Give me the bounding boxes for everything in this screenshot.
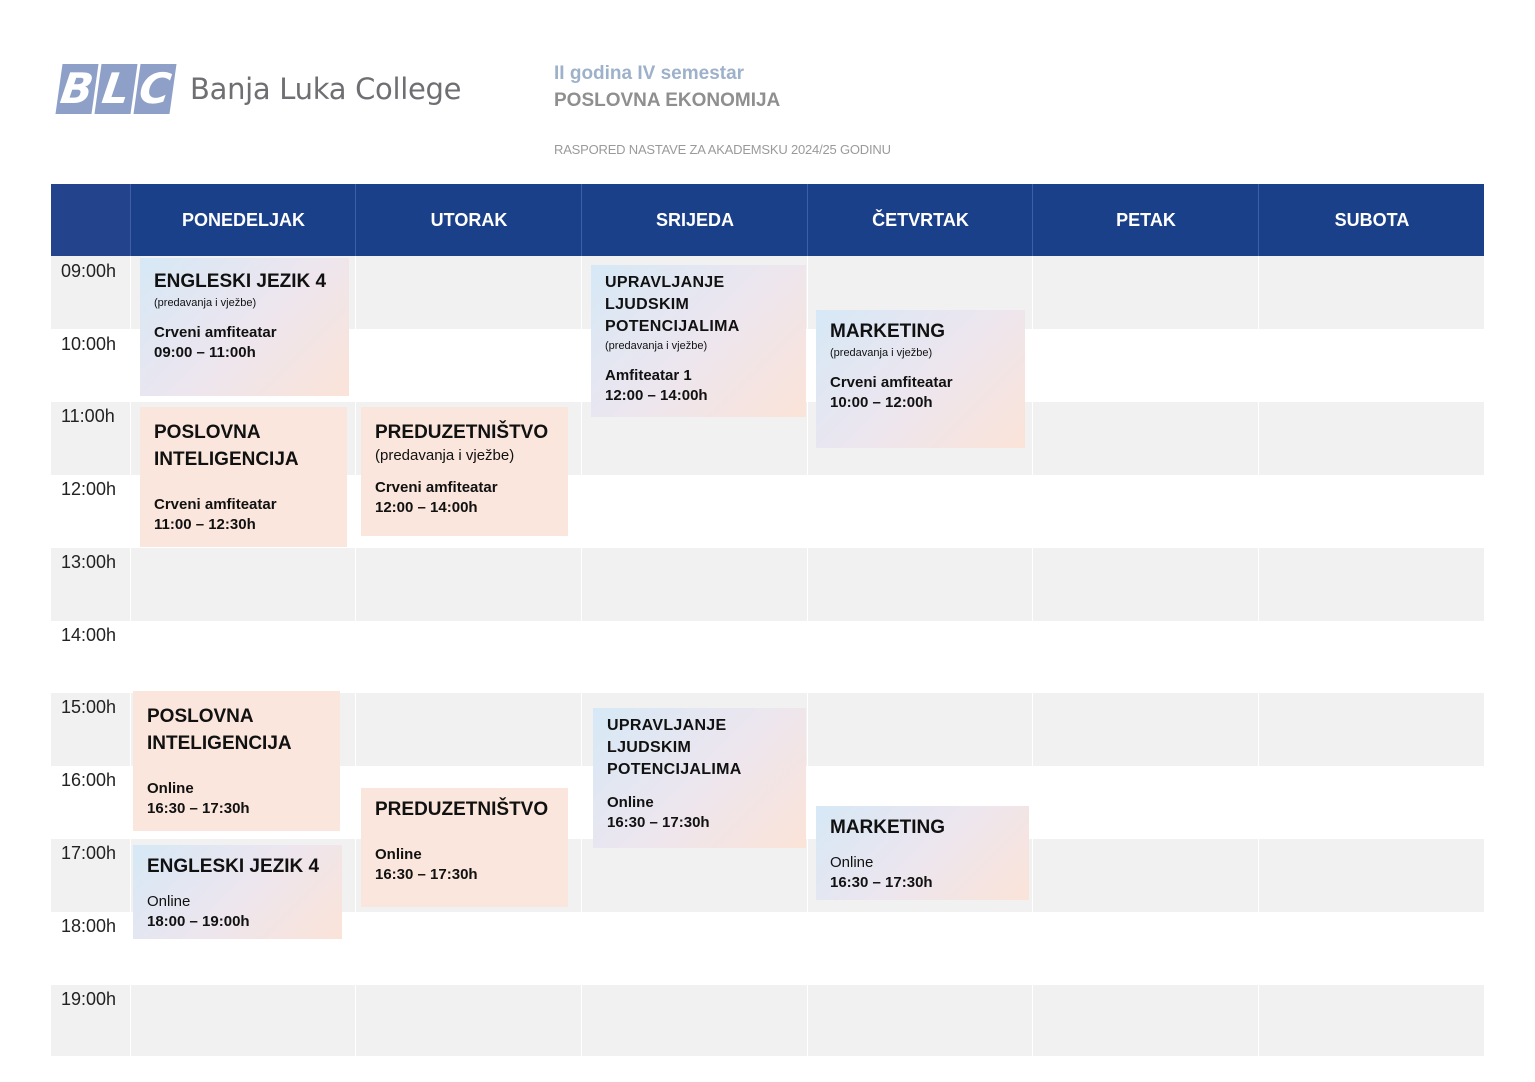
program-title: POSLOVNA EKONOMIJA	[554, 90, 781, 111]
event-time: 09:00 – 11:00h	[154, 344, 256, 361]
event-time: 16:30 – 17:30h	[830, 874, 933, 891]
event-location: Online	[147, 780, 194, 797]
event-title: POSLOVNA INTELIGENCIJA	[154, 422, 299, 470]
day-header-wednesday: SRIJEDA	[581, 184, 808, 256]
event-time: 12:00 – 14:00h	[375, 499, 478, 516]
event-time: 16:30 – 17:30h	[375, 866, 478, 883]
event-title: PREDUZETNIŠTVO	[375, 799, 549, 820]
event-title: MARKETING	[830, 321, 946, 342]
time-label: 16:00h	[61, 770, 117, 790]
row-band	[51, 548, 1484, 621]
column-divider	[807, 256, 808, 1056]
event-time: 10:00 – 12:00h	[830, 394, 933, 411]
row-band	[51, 985, 1484, 1056]
event-card-preduzetnistvo-online[interactable]	[361, 788, 568, 907]
time-label: 19:00h	[61, 989, 117, 1009]
time-label: 17:00h	[61, 843, 117, 863]
event-location: Online	[147, 893, 191, 910]
logo-letter-c: C	[133, 64, 176, 114]
day-header-row	[51, 184, 1484, 256]
row-band	[51, 620, 1484, 693]
column-divider	[581, 256, 582, 1056]
event-title: UPRAVLJANJE LJUDSKIM POTENCIJALIMA	[607, 717, 742, 778]
column-divider	[1032, 256, 1033, 1056]
event-card-upravljanje-ljudskim-potencijalima[interactable]	[591, 265, 806, 417]
event-title: MARKETING	[830, 817, 946, 838]
column-divider	[1258, 256, 1259, 1056]
college-logo	[59, 64, 461, 114]
semester-title: II godina IV semestar	[554, 63, 745, 84]
day-header-tuesday: UTORAK	[355, 184, 582, 256]
event-time: 18:00 – 19:00h	[147, 913, 250, 930]
event-card-poslovna-inteligencija[interactable]	[140, 407, 347, 547]
column-divider	[355, 256, 356, 1056]
time-label: 14:00h	[61, 625, 117, 645]
time-label: 13:00h	[61, 552, 117, 572]
event-title: ENGLESKI JEZIK 4	[147, 856, 320, 877]
schedule-subtitle: RASPORED NASTAVE ZA AKADEMSKU 2024/25 GODINU	[554, 142, 891, 157]
event-note: (predavanja i vježbe)	[375, 447, 515, 464]
day-header-saturday: SUBOTA	[1258, 184, 1485, 256]
time-label: 11:00h	[61, 406, 115, 426]
time-label: 12:00h	[61, 479, 117, 499]
event-card-poslovna-inteligencija-online[interactable]	[133, 691, 340, 831]
event-time: 11:00 – 12:30h	[154, 516, 256, 533]
time-label: 09:00h	[61, 261, 117, 281]
event-card-upravljanje-ljudskim-potencijalima-online[interactable]	[593, 708, 806, 848]
event-location: Online	[830, 854, 874, 871]
event-note: (predavanja i vježbe)	[154, 297, 257, 309]
event-time: 16:30 – 17:30h	[147, 800, 250, 817]
logo-letter-b: B	[55, 64, 98, 114]
logo-mark	[59, 64, 176, 114]
day-header-friday: PETAK	[1032, 184, 1259, 256]
time-label: 18:00h	[61, 916, 117, 936]
event-location: Amfiteatar 1	[605, 367, 692, 384]
event-time: 16:30 – 17:30h	[607, 814, 710, 831]
event-card-marketing-online[interactable]	[816, 806, 1029, 900]
time-label: 10:00h	[61, 334, 117, 354]
event-title: ENGLESKI JEZIK 4	[154, 271, 327, 292]
event-time: 12:00 – 14:00h	[605, 387, 708, 404]
event-location: Crveni amfiteatar	[154, 496, 277, 513]
event-note: (predavanja i vježbe)	[830, 347, 933, 359]
event-note: (predavanja i vježbe)	[605, 340, 708, 352]
event-location: Crveni amfiteatar	[154, 324, 277, 341]
corner-cell	[51, 184, 130, 256]
event-card-engleski-jezik[interactable]	[140, 258, 349, 396]
event-location: Crveni amfiteatar	[830, 374, 953, 391]
column-divider	[130, 256, 131, 1056]
time-label: 15:00h	[61, 697, 117, 717]
event-location: Crveni amfiteatar	[375, 479, 498, 496]
day-header-monday: PONEDELJAK	[130, 184, 356, 256]
event-location: Online	[607, 794, 654, 811]
event-card-marketing[interactable]	[816, 310, 1025, 448]
event-location: Online	[375, 846, 422, 863]
event-title: PREDUZETNIŠTVO	[375, 422, 549, 443]
day-header-thursday: ČETVRTAK	[807, 184, 1033, 256]
event-title: UPRAVLJANJE LJUDSKIM POTENCIJALIMA	[605, 274, 740, 335]
event-card-preduzetnistvo[interactable]	[361, 407, 568, 536]
logo-letter-l: L	[94, 64, 137, 114]
event-card-engleski-jezik-online[interactable]	[133, 845, 342, 939]
logo-college-name: Banja Luka College	[190, 72, 462, 106]
event-title: POSLOVNA INTELIGENCIJA	[147, 706, 292, 754]
